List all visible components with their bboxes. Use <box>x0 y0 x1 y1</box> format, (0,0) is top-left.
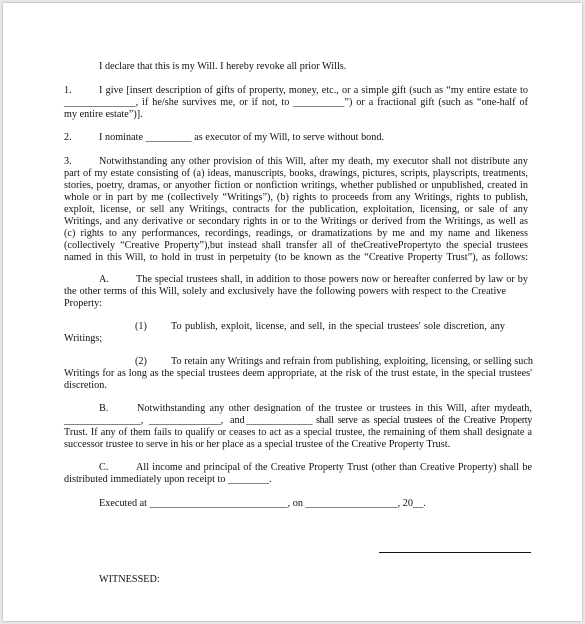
executed-line: Executed at ___________________________, on __________________, 20__. <box>99 498 426 509</box>
a1-number: (1) <box>135 321 147 332</box>
c-label: C. <box>99 462 109 473</box>
a2-line-1: To retain any Writings and refrain from publishing, exploiting, licensing, or selling such <box>171 356 533 367</box>
p2-number: 2. <box>64 132 72 143</box>
c-line-2: distributed immediately upon receipt to ________. <box>64 474 272 485</box>
a-line-2: the other terms of this Will, solely and exclusively have the following powers with respect to the Creative <box>64 286 506 297</box>
p3-line-6: Writings, and any derivative or secondary rights in or to the Writings or derived from the Writings, as well as <box>64 216 528 227</box>
a1-line-1: To publish, exploit, license, and sell, in the special trustees' sole discretion, any <box>171 321 505 332</box>
p2-text: I nominate _________ as executor of my Will, to serve without bond. <box>99 132 385 143</box>
a1-line-2: Writings; <box>64 333 103 344</box>
p1-line-1: I give [insert description of gifts of property, money, etc., or a simple gift (such as “my entire estate to <box>99 85 528 96</box>
p3-line-3: stories, poetry, dramas, or anyother fiction or nonfiction writings, whether published or unpublished, created in <box>64 180 528 191</box>
p3-line-7: (c) rights to any performances, recordings, readings, or dramatizations by me and my name and likeness <box>64 228 528 239</box>
b-and: and <box>230 415 245 426</box>
p1-line-2: ______________, if he/she survives me, or if not, to __________”) or a fractional gift (such as “one-half of <box>64 97 528 108</box>
a2-line-3: discretion. <box>64 380 107 391</box>
p3-line-1: Notwithstanding any other provision of this Will, after my death, my executor shall not distribute any <box>99 156 528 167</box>
b-line-2-rest: shall serve as special trustees of the Creative Property <box>316 415 532 426</box>
b-line-1: Notwithstanding any other designation of the trustee or trustees in this Will, after mydeath, <box>137 403 532 414</box>
p3-line-9: named in this Will, to hold in trust in perpetuity (to be known as the “Creative Property Trust”), as follows: <box>64 252 528 263</box>
a2-line-2: Writings for as long as the special trustees deem appropriate, at the risk of the trust estate, in the special trustees' <box>64 368 532 379</box>
signature-line <box>379 552 531 553</box>
a-line-3: Property: <box>64 298 103 309</box>
p3-number: 3. <box>64 156 72 167</box>
p1-line-3: my entire estate”)]. <box>64 109 143 120</box>
b-blank-2: ______________, <box>149 415 224 426</box>
b-line-4: successor trustee to serve in his or her place as a special trustee of the Creative Property Trust. <box>64 439 451 450</box>
b-label: B. <box>99 403 109 414</box>
p3-line-5: exploit, license, or sell any Writings, contracts for the publication, exploitation, licensing, or sale of any <box>64 204 528 215</box>
document-page <box>3 3 582 621</box>
b-blank-3: _____________ <box>246 415 313 426</box>
witnessed-label: WITNESSED: <box>99 574 160 585</box>
b-blank-1: _______________, <box>64 415 144 426</box>
a-line-1: The special trustees shall, in addition to those powers now or hereafter conferred by law or by <box>136 274 528 285</box>
p1-number: 1. <box>64 85 72 96</box>
b-line-3: Trust. If any of them fails to qualify or ceases to act as a special trustee, the remaining of them shall designate a <box>64 427 532 438</box>
intro-line: I declare that this is my Will. I hereby revoke all prior Wills. <box>99 61 347 72</box>
a-label: A. <box>99 274 109 285</box>
c-line-1: All income and principal of the Creative Property Trust (other than Creative Property) shall be <box>136 462 532 473</box>
a2-number: (2) <box>135 356 147 367</box>
p3-line-4: whole or in part by me (collectively “Writings”), (b) rights to proceeds from any Writings, rights to publish, <box>64 192 528 203</box>
p3-line-8: (collectively “Creative Property”),but instead shall transfer all of theCreativePropertyto the special trustees <box>64 240 528 251</box>
p3-line-2: part of my estate consisting of (a) ideas, manuscripts, books, drawings, pictures, scripts, playscripts, treatments, <box>64 168 528 179</box>
